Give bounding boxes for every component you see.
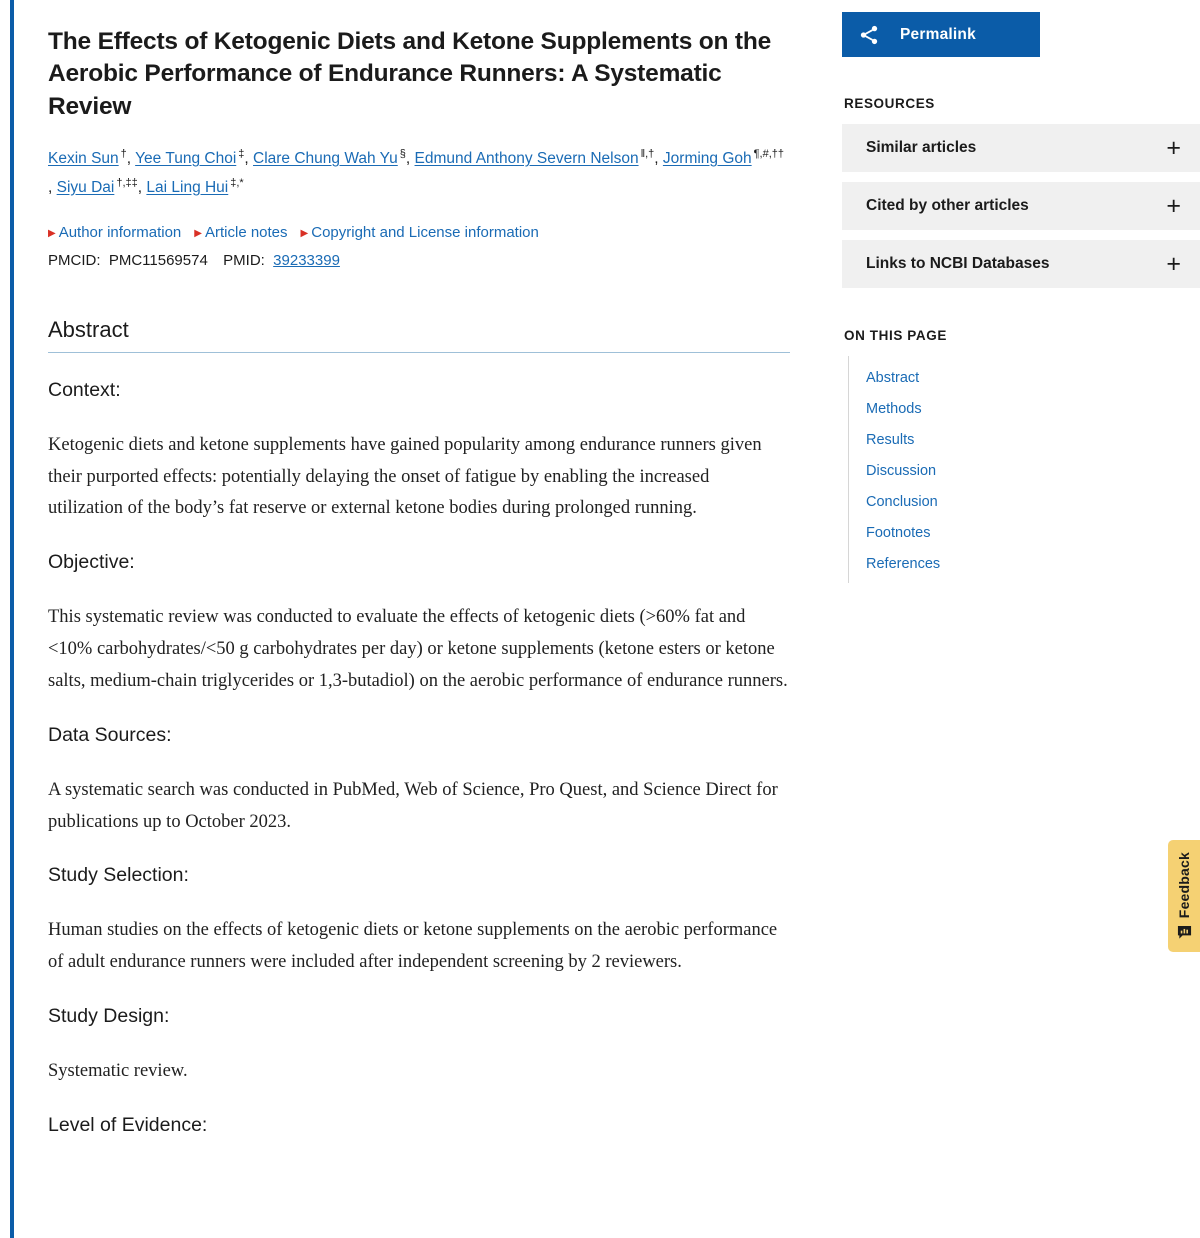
article-identifiers — [48, 252, 818, 269]
abstract-section-label: Data Sources: — [48, 723, 172, 746]
plus-icon[interactable]: + — [1166, 191, 1181, 220]
meta-link-label: Copyright and License information — [311, 224, 539, 242]
share-icon — [858, 24, 880, 46]
permalink-button[interactable] — [842, 12, 1040, 57]
abstract-section-body: A systematic search was conducted in PubMed, Web of Science, Pro Quest, and Science Direct for publications up to October 2023. — [48, 779, 778, 832]
abstract-heading: Abstract — [48, 317, 790, 353]
author-separator: , — [48, 178, 57, 196]
author-link[interactable]: Clare Chung Wah Yu — [253, 149, 398, 167]
author-separator: , — [126, 149, 136, 167]
abstract-sections — [48, 379, 818, 1137]
accordion-links-to-ncbi-databases[interactable] — [842, 240, 1200, 288]
accordion-similar-articles[interactable] — [842, 124, 1200, 172]
abstract-section — [48, 1005, 788, 1088]
article-sidebar — [842, 0, 1200, 583]
article-main-column — [48, 0, 818, 1165]
pmid-link[interactable]: 39233399 — [273, 251, 340, 269]
author-list: Kexin Sun †, Yee Tung Choi ‡, Clare Chung Wah Yu §, Edmund Anthony Severn Nelson ‖,†, Jorming Goh ¶,#,††, Siyu Dai †,‡‡, Lai Ling Hui ‡,* — [48, 147, 785, 196]
abstract-section — [48, 551, 788, 697]
author-separator: , — [405, 149, 415, 167]
abstract-section-label: Context: — [48, 378, 121, 401]
on-this-page-nav — [848, 356, 1200, 583]
permalink-label: Permalink — [900, 25, 976, 43]
toc-link-abstract[interactable]: Abstract — [866, 369, 920, 386]
meta-link-label: Article notes — [204, 224, 288, 242]
abstract-section-body: Systematic review. — [48, 1060, 188, 1081]
abstract-section — [48, 1114, 788, 1137]
triangle-right-icon: ▶ — [300, 228, 309, 240]
pmcid-label: PMCID: — [48, 251, 101, 269]
accordion-label: Similar articles — [866, 139, 977, 156]
toc-link-footnotes[interactable]: Footnotes — [866, 524, 931, 541]
plus-icon[interactable]: + — [1166, 133, 1181, 162]
abstract-section-label: Study Design: — [48, 1004, 170, 1027]
toc-link-methods[interactable]: Methods — [866, 400, 922, 417]
meta-link-article-notes[interactable] — [194, 224, 287, 241]
author-link[interactable]: Edmund Anthony Severn Nelson — [414, 149, 639, 167]
page-title: The Effects of Ketogenic Diets and Ketone Supplements on the Aerobic Performance of Endurance Runners: A Systematic Review — [48, 28, 772, 120]
article-meta-links — [48, 222, 818, 245]
resources-accordion-list — [842, 124, 1200, 288]
resources-heading: RESOURCES — [844, 96, 935, 111]
abstract-section — [48, 864, 788, 979]
pmcid-value: PMC11569574 — [108, 251, 208, 269]
meta-link-copyright-and-license-information[interactable] — [301, 224, 539, 241]
abstract-section-body: Ketogenic diets and ketone supplements have gained popularity among endurance runners given their purported effects: potentially delaying the onset of fatigue by enabling the increased utilization of the body’s fat reserve or external ketone bodies during prolonged running. — [48, 434, 762, 519]
toc-link-discussion[interactable]: Discussion — [866, 462, 937, 479]
author-link[interactable]: Kexin Sun — [48, 149, 119, 167]
author-link[interactable]: Siyu Dai — [56, 178, 115, 196]
author-link[interactable]: Yee Tung Choi — [135, 149, 237, 167]
author-separator: , — [244, 149, 254, 167]
meta-link-label: Author information — [58, 224, 182, 242]
abstract-section — [48, 379, 788, 525]
plus-icon[interactable]: + — [1166, 249, 1181, 278]
abstract-section-label: Study Selection: — [48, 864, 189, 887]
accordion-label: Cited by other articles — [866, 197, 1029, 214]
toc-link-conclusion[interactable]: Conclusion — [866, 493, 938, 510]
on-this-page-heading: ON THIS PAGE — [844, 328, 947, 343]
abstract-section — [48, 724, 788, 839]
author-link[interactable]: Lai Ling Hui — [146, 178, 229, 196]
accordion-label: Links to NCBI Databases — [866, 255, 1050, 272]
left-accent-rail — [10, 0, 14, 1238]
triangle-right-icon: ▶ — [48, 228, 56, 240]
feedback-chart-icon — [1177, 925, 1192, 940]
accordion-cited-by-other-articles[interactable] — [842, 182, 1200, 230]
pmid-label: PMID: — [223, 251, 265, 269]
author-separator: , — [654, 149, 663, 167]
toc-link-results[interactable]: Results — [866, 431, 915, 448]
abstract-section-label: Objective: — [48, 551, 135, 574]
meta-link-author-information[interactable] — [48, 224, 181, 241]
feedback-label: Feedback — [1176, 852, 1192, 919]
abstract-section-label: Level of Evidence: — [48, 1113, 208, 1136]
abstract-section-body: Human studies on the effects of ketogenic diets or ketone supplements on the aerobic performance of adult endurance runners were included after independent screening by 2 reviewers. — [48, 920, 778, 973]
abstract-section-body: This systematic review was conducted to evaluate the effects of ketogenic diets (>60% fat and <10% carbohydrates/<50 g carbohydrates per day) or ketone supplements (ketone esters or ketone salts, medium-chain triglycerides or 1,3-butadiol) on the aerobic performance of endurance runners. — [48, 607, 788, 691]
triangle-right-icon: ▶ — [194, 228, 202, 240]
author-separator: , — [137, 178, 147, 196]
feedback-tab[interactable] — [1168, 840, 1200, 952]
toc-link-references[interactable]: References — [866, 555, 941, 572]
author-link[interactable]: Jorming Goh — [662, 149, 752, 167]
